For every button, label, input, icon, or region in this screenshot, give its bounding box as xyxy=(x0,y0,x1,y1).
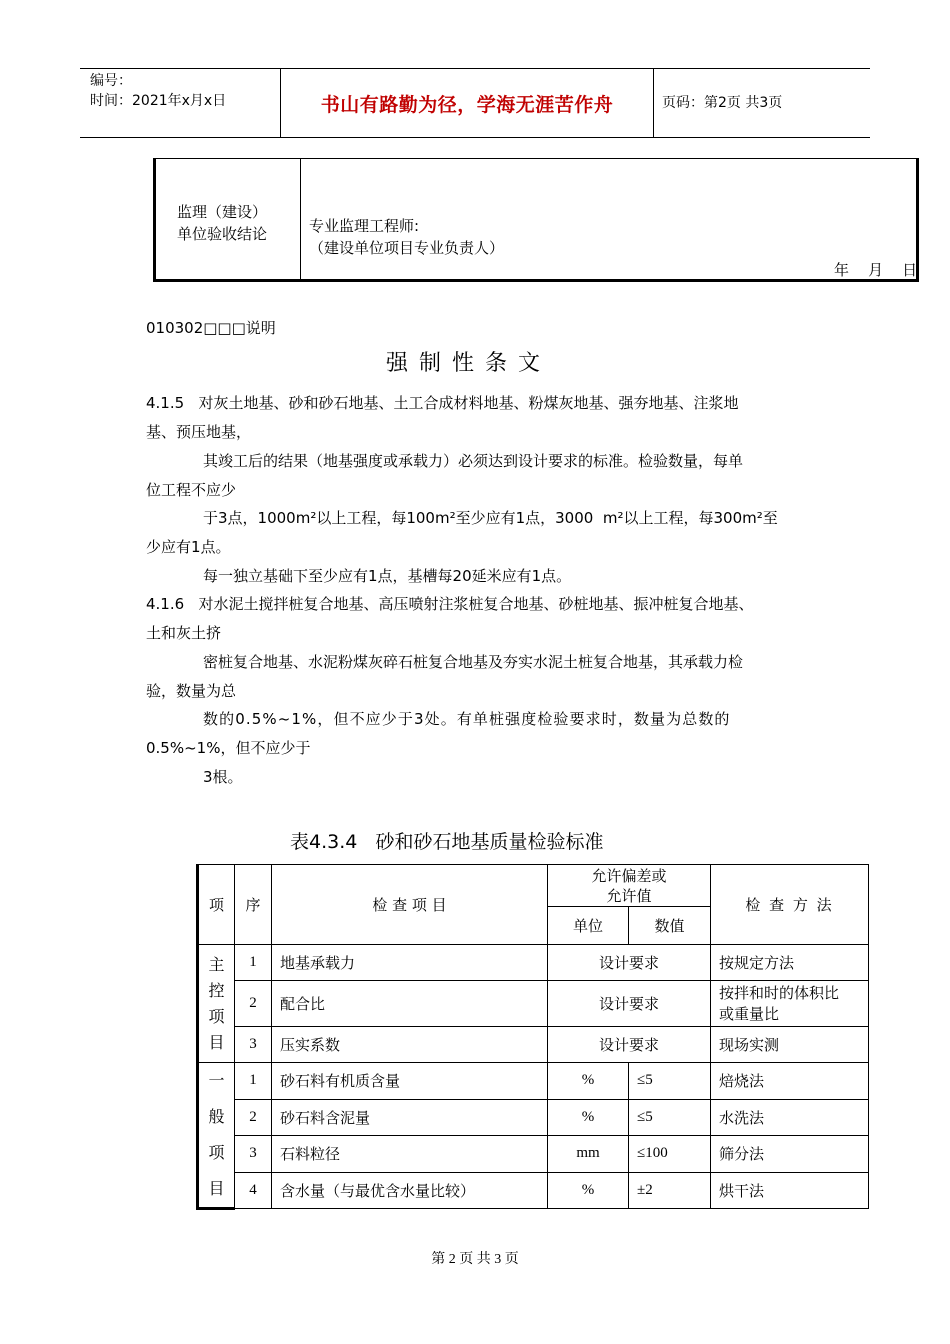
row-method: 焙烧法 xyxy=(711,1063,869,1100)
row-requirement: 设计要求 xyxy=(548,1027,711,1063)
text-line: 基、预压地基， xyxy=(146,423,252,441)
row-item: 含水量（与最优含水量比较） xyxy=(272,1172,548,1209)
row-seq: 1 xyxy=(235,1063,272,1100)
row-unit: mm xyxy=(548,1136,629,1173)
table-row xyxy=(198,1027,869,1063)
row-seq: 4 xyxy=(235,1172,272,1209)
group-char: 项 xyxy=(208,1143,225,1162)
row-value: ≤5 xyxy=(629,1099,711,1136)
row-requirement: 设计要求 xyxy=(548,981,711,1027)
table-title: 表4.3.4 砂和砂石地基质量检验标准 xyxy=(290,831,604,853)
supervision-conclusion-box xyxy=(153,158,919,282)
row-method-line1: 按拌和时的体积比 xyxy=(719,983,840,1002)
text-line: 0.5%~1%，但不应少于 xyxy=(146,739,311,757)
page-footer: 第 2 页 共 3 页 xyxy=(431,1252,519,1267)
text-line: 每一独立基础下至少应有1点，基槽每20延米应有1点。 xyxy=(203,567,572,585)
group-char: 项 xyxy=(208,1006,225,1026)
header-method: 检 查 方 法 xyxy=(711,865,869,945)
text-line: 于3点，1000m²以上工程，每100m²至少应有1点，3000 m²以上工程，每300m²至 xyxy=(203,509,778,527)
row-seq: 2 xyxy=(235,1099,272,1136)
table-row xyxy=(198,1136,869,1173)
text-line: 4.1.6 对水泥土搅拌桩复合地基、高压喷射注浆桩复合地基、砂桩地基、振冲桩复合地基、 xyxy=(146,595,754,613)
text-line: 3根。 xyxy=(203,768,243,786)
main-control-group-label xyxy=(199,952,234,1056)
header-item: 项 xyxy=(198,865,235,945)
row-value: ≤5 xyxy=(629,1063,711,1100)
row-method: 按规定方法 xyxy=(711,945,869,981)
doc-number-label: 编号： xyxy=(90,73,132,89)
header-allowance xyxy=(548,865,711,907)
text-line: 位工程不应少 xyxy=(146,481,237,499)
header-unit: 单位 xyxy=(548,907,629,945)
doc-time-label: 时间：2021年x月x日 xyxy=(90,93,227,109)
header-check-item: 检 查 项 目 xyxy=(272,865,548,945)
supervision-label-cell xyxy=(156,159,301,279)
table-row xyxy=(198,1099,869,1136)
general-group-label xyxy=(199,1063,234,1207)
date-label: 年 月 日 xyxy=(834,261,918,279)
row-item: 砂石料有机质含量 xyxy=(272,1063,548,1100)
text-line: 验，数量为总 xyxy=(146,682,237,700)
group-char: 控 xyxy=(208,980,225,1000)
main-control-group-cell xyxy=(198,945,235,1063)
text-line: 土和灰土挤 xyxy=(146,624,222,642)
group-char: 目 xyxy=(208,1032,225,1052)
row-seq: 3 xyxy=(235,1136,272,1173)
page-header xyxy=(80,68,870,138)
row-value: ≤100 xyxy=(629,1136,711,1173)
row-method xyxy=(711,981,869,1027)
text-line: 少应有1点。 xyxy=(146,538,231,556)
row-item: 地基承载力 xyxy=(272,945,548,981)
general-group-cell xyxy=(198,1063,235,1209)
table-row xyxy=(198,981,869,1027)
table-row xyxy=(198,945,869,981)
header-meta xyxy=(80,69,281,137)
text-line: 数的0.5%~1%，但不应少于3处。有单桩强度检验要求时，数量为总数的 xyxy=(203,710,731,728)
row-unit: % xyxy=(548,1063,629,1100)
row-item: 配合比 xyxy=(272,981,548,1027)
row-method-line2: 或重量比 xyxy=(719,1004,780,1023)
header-allowance-line1: 允许偏差或 xyxy=(591,866,667,885)
row-item: 压实系数 xyxy=(272,1027,548,1063)
code-note: 010302□□□说明 xyxy=(146,319,276,337)
table-row xyxy=(198,1063,869,1100)
row-item: 砂石料含泥量 xyxy=(272,1099,548,1136)
supervising-engineer-label: 专业监理工程师: xyxy=(309,217,420,235)
row-seq: 2 xyxy=(235,981,272,1027)
row-method: 烘干法 xyxy=(711,1172,869,1209)
row-requirement: 设计要求 xyxy=(548,945,711,981)
header-motto-cell xyxy=(281,69,654,137)
text-line: 4.1.5 对灰土地基、砂和砂石地基、土工合成材料地基、粉煤灰地基、强夯地基、注浆地 xyxy=(146,394,739,412)
row-unit: % xyxy=(548,1099,629,1136)
group-char: 目 xyxy=(208,1179,225,1198)
group-char: 般 xyxy=(208,1107,225,1126)
row-method: 水洗法 xyxy=(711,1099,869,1136)
owner-representative-label: （建设单位项目专业负责人） xyxy=(309,239,505,257)
page-number-label: 页码：第2页 共3页 xyxy=(662,95,783,111)
row-item: 石料粒径 xyxy=(272,1136,548,1173)
row-value: ±2 xyxy=(629,1172,711,1209)
text-line: 其竣工后的结果（地基强度或承载力）必须达到设计要求的标准。检验数量，每单 xyxy=(203,452,744,470)
group-char: 一 xyxy=(208,1071,225,1090)
row-method: 现场实测 xyxy=(711,1027,869,1063)
row-seq: 1 xyxy=(235,945,272,981)
supervision-label-line2: 单位验收结论 xyxy=(177,225,268,243)
row-unit: % xyxy=(548,1172,629,1209)
quality-inspection-table xyxy=(196,864,869,1210)
supervision-label-line1: 监理（建设） xyxy=(177,203,268,221)
header-value: 数值 xyxy=(629,907,711,945)
text-line: 密桩复合地基、水泥粉煤灰碎石桩复合地基及夯实水泥土桩复合地基，其承载力检 xyxy=(203,653,744,671)
section-title: 强 制 性 条 文 xyxy=(386,351,542,376)
group-char: 主 xyxy=(208,954,225,974)
header-page-cell xyxy=(654,69,870,137)
header-allowance-line2: 允许值 xyxy=(606,886,652,905)
header-seq: 序 xyxy=(235,865,272,945)
motto-text: 书山有路勤为径，学海无涯苦作舟 xyxy=(320,93,614,116)
table-row xyxy=(198,1172,869,1209)
row-method: 筛分法 xyxy=(711,1136,869,1173)
row-seq: 3 xyxy=(235,1027,272,1063)
